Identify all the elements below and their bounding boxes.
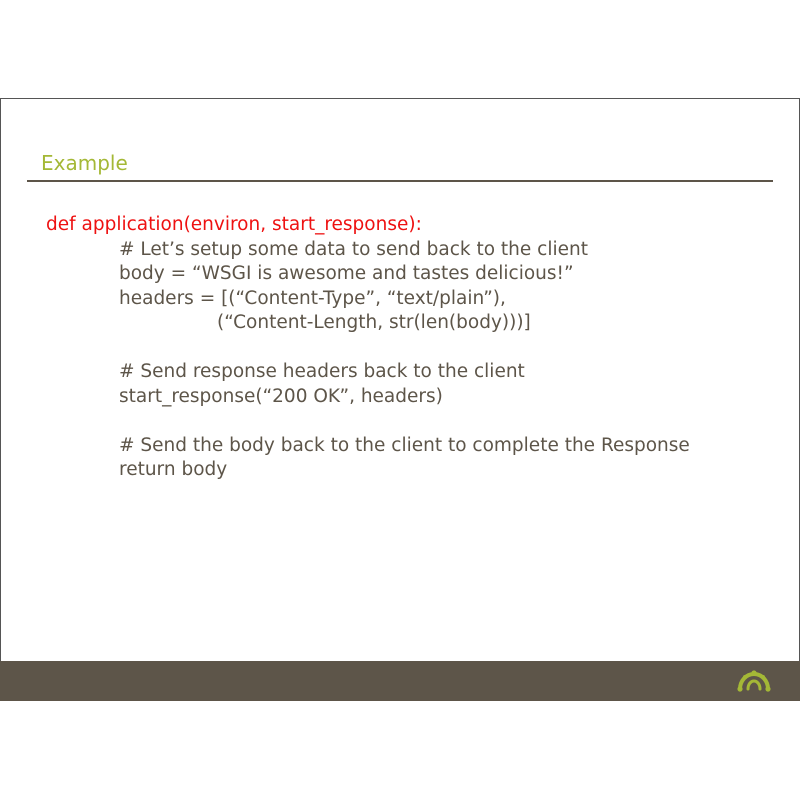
slide-title: Example [41, 151, 128, 175]
footer-bar [0, 661, 800, 701]
title-divider [27, 180, 773, 182]
code-block [46, 213, 690, 483]
code-line: (“Content-Length, str(len(body)))] [217, 312, 531, 333]
code-line: # Send response headers back to the client [119, 361, 525, 382]
code-line: body = “WSGI is awesome and tastes delicious!” [119, 263, 574, 284]
code-line: start_response(“200 OK”, headers) [119, 385, 443, 407]
code-line: # Send the body back to the client to complete the Response [119, 434, 690, 456]
blank-line [46, 409, 690, 434]
blank-line [46, 336, 690, 361]
code-line: def application(environ, start_response): [46, 214, 422, 235]
code-line: # Let’s setup some data to send back to the client [119, 238, 588, 260]
pyramid-logo-icon [736, 669, 772, 693]
code-line: headers = [(“Content-Type”, “text/plain”), [119, 287, 506, 309]
code-line: return body [119, 459, 228, 480]
slide [0, 98, 800, 701]
